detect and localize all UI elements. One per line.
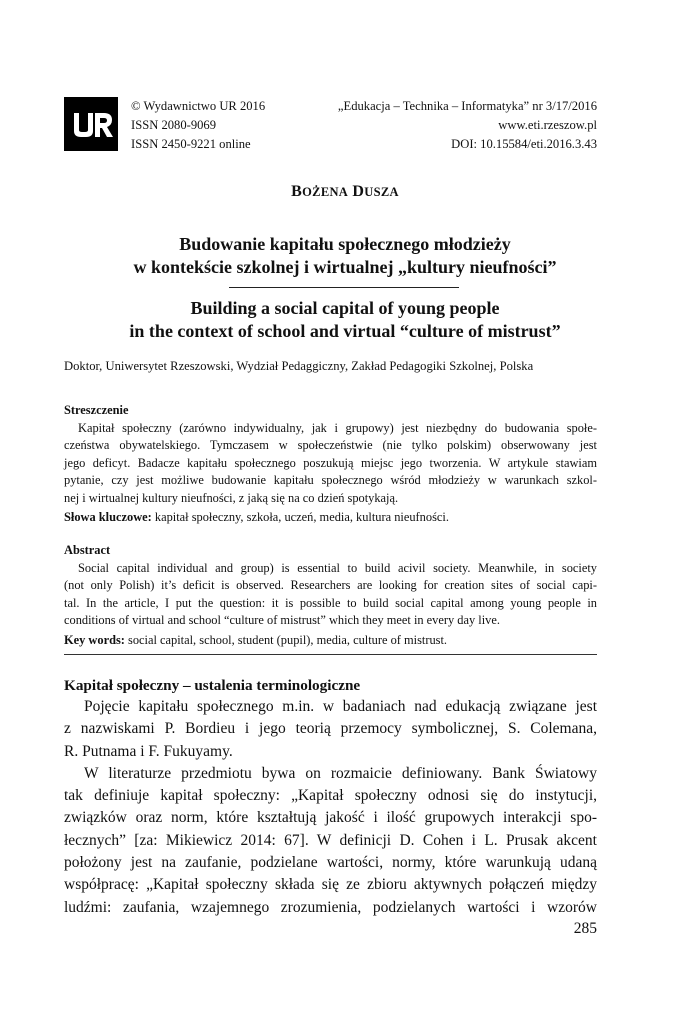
body-line: W literaturze przedmiotu bywa on rozmaicie definiowany. Bank Światowy: [84, 764, 597, 782]
issn-online: ISSN 2450-9221 online: [131, 137, 251, 151]
journal-name: „Edukacja – Technika – Informatyka” nr 3/17/2016: [337, 99, 597, 113]
section-heading: Kapitał społeczny – ustalenia terminologiczne: [64, 677, 361, 694]
title-divider: [229, 287, 459, 288]
body-line: R. Putnama i F. Fukuyamy.: [64, 742, 233, 760]
body-line: współpracę: „Kapitał społeczny składa się ze zbioru aktywnych połączeń między: [64, 876, 597, 894]
body-line: tak definiuje kapitał społeczny: „Kapitał społeczny odnosi się do instytucji,: [64, 787, 597, 805]
abstract-block: Abstract Social capital individual and group) is essential to build acivil society. Meanwhile, in society (not only Polish) it’s deficit is observed. Researchers are looking for creation sites of social capi- tal. In the article, I put the question: it is possible to build social capital among young people in conditions of virtual and school “culture of mistrust” which they meet in every day live. Key words: social capital, school, student (pupil), media, culture of mistrust.: [64, 542, 597, 649]
keywords-en: Key words: social capital, school, student (pupil), media, culture of mistrust.: [64, 632, 448, 647]
body-line: związków oraz norm, które kształtują jakość i ilość grupowych interakcji spo-: [64, 809, 597, 827]
streszczenie-heading: Streszczenie: [64, 403, 129, 417]
body-line: Pojęcie kapitału społecznego m.in. w badaniach nad edukacją związane jest: [84, 698, 597, 715]
header-left: [131, 97, 265, 154]
author-name: BOŻENA DUSZA: [291, 183, 399, 200]
page-number: 285: [573, 920, 597, 937]
publisher-logo: [64, 97, 118, 151]
abstract-heading: Abstract: [64, 543, 111, 557]
copyright-line: © Wydawnictwo UR 2016: [131, 99, 266, 113]
header-right: [300, 97, 597, 154]
doi[interactable]: DOI: 10.15584/eti.2016.3.43: [451, 137, 597, 151]
body-text: [64, 696, 597, 919]
keywords-pl: Słowa kluczowe: kapitał społeczny, szkoła, uczeń, media, kultura nieufności.: [64, 510, 449, 524]
title-english: Building a social capital of young people in the context of school and virtual “culture of mistrust”: [129, 298, 561, 341]
body-line: ludźmi: zaufania, wzajemnego zrozumienia, podzielanych wartości i wzorów: [64, 898, 597, 916]
issn-print: ISSN 2080-9069: [131, 118, 217, 132]
ur-logo-icon: [64, 97, 118, 151]
journal-url[interactable]: www.eti.rzeszow.pl: [498, 118, 597, 132]
body-line: łecznych” [za: Mikiewicz 2014: 67]. W definicji D. Cohen i L. Prusak akcent: [64, 831, 597, 849]
title-polish: Budowanie kapitału społecznego młodzieży w kontekście szkolnej i wirtualnej „kultury nieufności”: [133, 234, 557, 277]
body-line: położony jest na zaufanie, podzielane wartości, normy, które warunkują udaną: [64, 854, 597, 872]
streszczenie-block: Streszczenie Kapitał społeczny (zarówno indywidualny, jak i grupowy) jest niezbędny do budowania społe- czeństwa obywatelskiego. Tymczasem w społeczeństwie (nie tylko polskim) obserwowany jest jego deficyt. Badacze kapitału społecznego poszukują miejsc jego tworzenia. W artykule stawiam pytanie, czy jest możliwe budowanie kapitału społecznego wśród młodzieży w warunkach szkol- nej i wirtualnej kultury nieufności, z jaką się na co dzień spotykają. Słowa kluczowe: kapitał społeczny, szkoła, uczeń, media, kultura nieufności.: [64, 402, 597, 527]
affiliation: Doktor, Uniwersytet Rzeszowski, Wydział Pedaggiczny, Zakład Pedagogiki Szkolnej, Polska: [64, 359, 534, 373]
body-line: z nazwiskami P. Bordieu i jego teorią przemocy symbolicznej, S. Colemana,: [64, 720, 597, 738]
section-divider: [64, 654, 597, 655]
